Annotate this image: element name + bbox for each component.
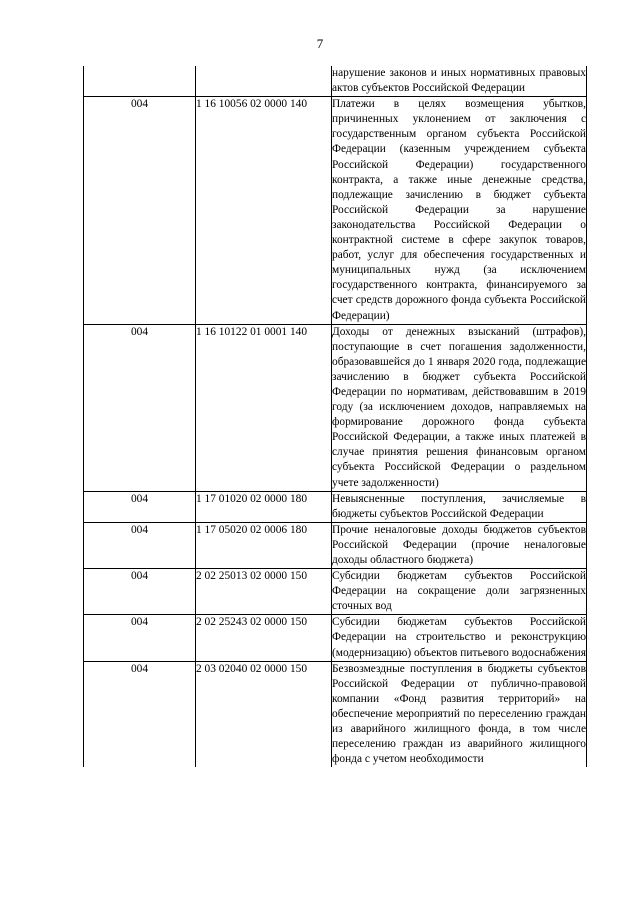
budget-code-cell: 1 17 05020 02 0006 180 [196, 522, 332, 568]
revenue-code-table [83, 66, 587, 767]
budget-code-cell: 1 17 01020 02 0000 180 [196, 491, 332, 522]
budget-code-cell: 2 02 25243 02 0000 150 [196, 615, 332, 661]
admin-code-cell: 004 [84, 569, 196, 615]
revenue-name-cell: Субсидии бюджетам субъектов Российской Федерации на строительство и реконструкцию (модернизацию) объектов питьевого водоснабжения [332, 615, 587, 661]
table-row [84, 66, 587, 97]
admin-code-cell [84, 66, 196, 97]
revenue-name-cell: Платежи в целях возмещения убытков, причиненных уклонением от заключения с государственным органом субъекта Российской Федерации (казенным учреждением субъекта Российской Федерации) государственного контракта, а также иные денежные средства, подлежащие зачислению в бюджет субъекта Российской Федерации за нарушение законодательства Российской Федерации о контрактной системе в сфере закупок товаров, работ, услуг для обеспечения государственных и муниципальных нужд (за исключением государственного контракта, финансируемого за счет средств дорожного фонда субъекта Российской Федерации) [332, 97, 587, 324]
table-row [84, 324, 587, 491]
revenue-name-cell: Субсидии бюджетам субъектов Российской Федерации на сокращение доли загрязненных сточных вод [332, 569, 587, 615]
admin-code-cell: 004 [84, 661, 196, 767]
revenue-name-cell: Невыясненные поступления, зачисляемые в бюджеты субъектов Российской Федерации [332, 491, 587, 522]
table-row [84, 569, 587, 615]
revenue-name-cell: Прочие неналоговые доходы бюджетов субъектов Российской Федерации (прочие неналоговые доходы областного бюджета) [332, 522, 587, 568]
admin-code-cell: 004 [84, 491, 196, 522]
budget-code-cell [196, 66, 332, 97]
table-row [84, 522, 587, 568]
table-row [84, 661, 587, 767]
table-row [84, 615, 587, 661]
budget-code-cell: 1 16 10056 02 0000 140 [196, 97, 332, 324]
admin-code-cell: 004 [84, 522, 196, 568]
budget-code-cell: 2 03 02040 02 0000 150 [196, 661, 332, 767]
admin-code-cell: 004 [84, 324, 196, 491]
admin-code-cell: 004 [84, 97, 196, 324]
revenue-name-cell: Безвозмездные поступления в бюджеты субъектов Российской Федерации от публично-правовой компании «Фонд развития территорий» на обеспечение мероприятий по переселению граждан из аварийного жилищного фонда, в том числе переселению граждан из аварийного жилищного фонда с учетом необходимости [332, 661, 587, 767]
table-row [84, 491, 587, 522]
table-row [84, 97, 587, 324]
admin-code-cell: 004 [84, 615, 196, 661]
revenue-name-cell: нарушение законов и иных нормативных правовых актов субъектов Российской Федерации [332, 66, 587, 97]
revenue-name-cell: Доходы от денежных взысканий (штрафов), поступающие в счет погашения задолженности, образовавшейся до 1 января 2020 года, подлежащие зачислению в бюджет субъекта Российской Федерации по нормативам, действовавшим в 2019 году (за исключением доходов, направляемых на формирование дорожного фонда субъекта Российской Федерации, а также иных платежей в случае принятия решения финансовым органом субъекта Российской Федерации о раздельном учете задолженности) [332, 324, 587, 491]
budget-code-cell: 2 02 25013 02 0000 150 [196, 569, 332, 615]
budget-code-cell: 1 16 10122 01 0001 140 [196, 324, 332, 491]
page-number: 7 [316, 36, 324, 51]
